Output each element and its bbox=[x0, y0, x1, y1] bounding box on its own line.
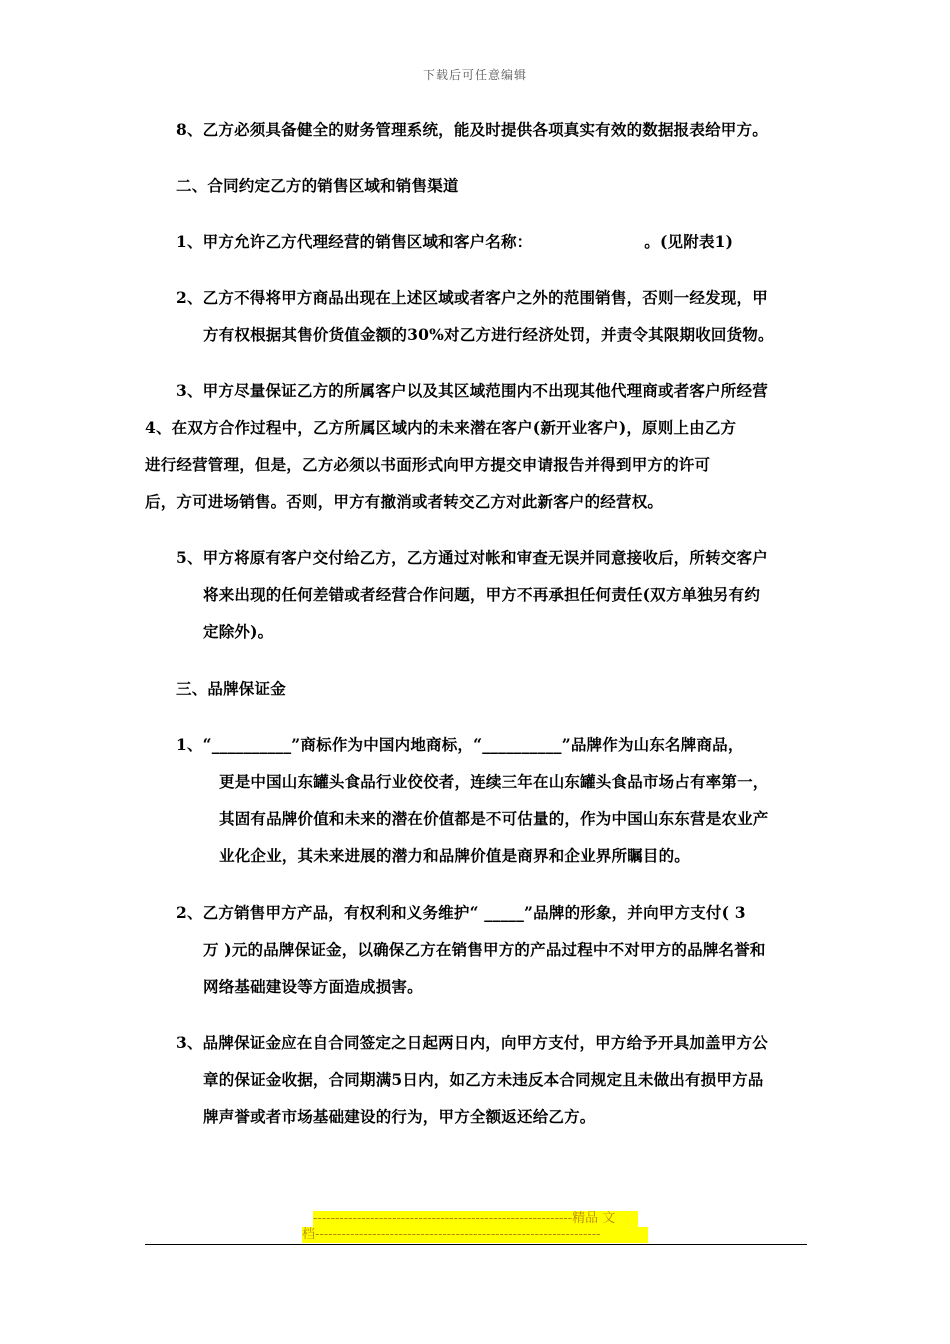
section-3-item-2-line-3: 网络基础建设等方面造成损害。 bbox=[203, 977, 423, 996]
section-3-item-2-line-2: 万 )元的品牌保证金，以确保乙方在销售甲方的产品过程中不对甲方的品牌名誉和 bbox=[203, 940, 766, 959]
section-3-item-1-line-3: 其固有品牌价值和未来的潜在价值都是不可估量的，作为中国山东东营是农业产 bbox=[219, 809, 769, 828]
page-header-note: 下载后可任意编辑 bbox=[422, 68, 527, 82]
section-2-item-2-line-2: 方有权根据其售价货值金额的30%对乙方进行经济处罚，并责令其限期收回货物。 bbox=[203, 325, 774, 344]
footer-watermark-line-1: -----------------------------------------------------------精品 文 bbox=[313, 1211, 638, 1227]
section-3-item-3-line-1: 3、品牌保证金应在自合同签定之日起两日内，向甲方支付，甲方给予开具加盖甲方公 bbox=[176, 1033, 768, 1052]
paragraph-item-8: 8、乙方必须具备健全的财务管理系统，能及时提供各项真实有效的数据报表给甲方。 bbox=[176, 120, 768, 139]
section-2-item-5-line-1: 5、甲方将原有客户交付给乙方，乙方通过对帐和审查无误并同意接收后，所转交客户 bbox=[176, 548, 768, 567]
section-3-item-2-line-1: 2、乙方销售甲方产品，有权利和义务维护“ _____”品牌的形象，并向甲方支付( 3 bbox=[176, 903, 746, 922]
section-2-item-4-line-1: 4、在双方合作过程中，乙方所属区域内的未来潜在客户(新开业客户)，原则上由乙方 bbox=[145, 418, 737, 437]
section-2-item-5-line-3: 定除外)。 bbox=[203, 622, 274, 641]
section-3-item-1-line-1: 1、“__________”商标作为中国内地商标，“__________”品牌作为山东名牌商品， bbox=[176, 735, 744, 754]
section-2-item-1: 1、甲方允许乙方代理经营的销售区域和客户名称： 。(见附表1) bbox=[176, 232, 734, 251]
section-3-item-1-line-2: 更是中国山东罐头食品行业佼佼者，连续三年在山东罐头食品市场占有率第一， bbox=[219, 772, 769, 791]
section-2-title: 二、合同约定乙方的销售区域和销售渠道 bbox=[176, 176, 459, 195]
section-2-item-5-line-2: 将来出现的任何差错或者经营合作问题，甲方不再承担任何责任(双方单独另有约 bbox=[203, 585, 761, 604]
section-3-item-3-line-2: 章的保证金收据，合同期满5日内，如乙方未违反本合同规定且未做出有损甲方品 bbox=[203, 1070, 764, 1089]
section-3-item-1-line-4: 业化企业，其未来进展的潜力和品牌价值是商界和企业界所瞩目的。 bbox=[219, 846, 691, 865]
section-3-title: 三、品牌保证金 bbox=[176, 679, 286, 698]
section-2-item-3: 3、甲方尽量保证乙方的所属客户以及其区域范围内不出现其他代理商或者客户所经营 bbox=[176, 381, 768, 400]
section-2-item-2-line-1: 2、乙方不得将甲方商品出现在上述区域或者客户之外的范围销售，否则一经发现，甲 bbox=[176, 288, 768, 307]
section-2-item-4-line-2: 进行经营管理，但是，乙方必须以书面形式向甲方提交申请报告并得到甲方的许可 bbox=[145, 455, 711, 474]
footer-watermark-line-2: 档----------------------------------------------------------------- bbox=[302, 1227, 648, 1243]
footer-divider bbox=[145, 1244, 807, 1245]
section-3-item-3-line-3: 牌声誉或者市场基础建设的行为，甲方全额返还给乙方。 bbox=[203, 1107, 596, 1126]
section-2-item-4-line-3: 后，方可进场销售。否则，甲方有撤消或者转交乙方对此新客户的经营权。 bbox=[145, 492, 664, 511]
